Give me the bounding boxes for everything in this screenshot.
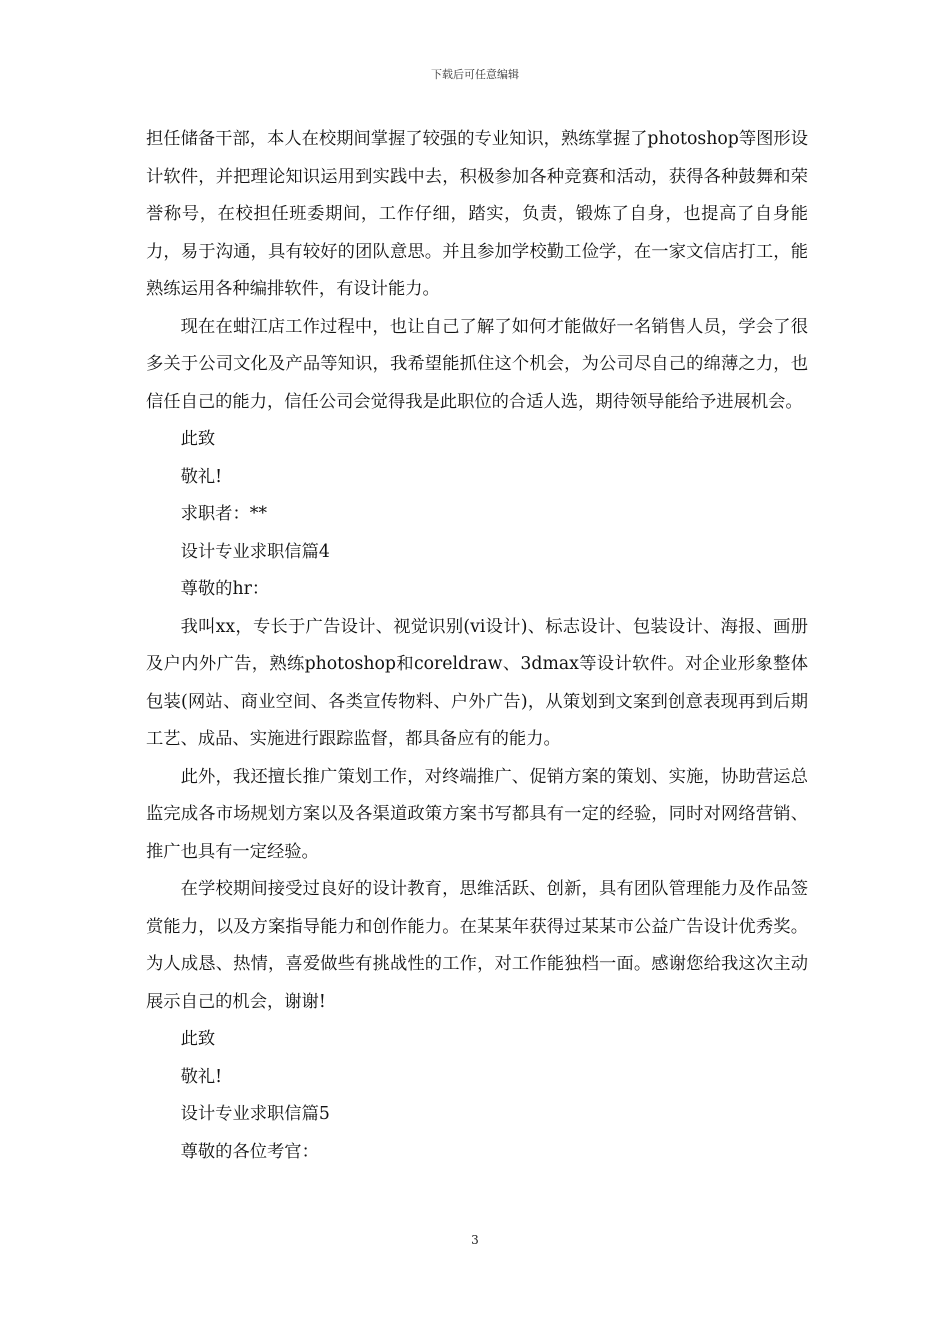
closing-regards: 敬礼! bbox=[180, 466, 223, 487]
paragraph-education: 在学校期间接受过良好的设计教育，思维活跃、创新，具有团队管理能力及作品签赏能力，以及方案指导能力和创作能力。在某某年获得过某某市公益广告设计优秀奖。为人成恳、热情，喜爱做些有挑战性的工作，对工作能独档一面。感谢您给我这次主动展示自己的机会，谢谢! bbox=[146, 879, 808, 1012]
paragraph-introduction: 我叫xx，专长于广告设计、视觉识别(vi设计)、标志设计、包装设计、海报、画册及户内外广告，熟练photoshop和coreldraw、3dmax等设计软件。对企业形象整体包装(网站、商业空间、各类宣传物料、户外广告)，从策划到文案到创意表现再到后期工艺、成品、实施进行跟踪监督，都具备应有的能力。 bbox=[146, 616, 808, 749]
page-header: 下载后可任意编辑 bbox=[431, 68, 519, 81]
closing-salutation: 此致 bbox=[180, 429, 216, 449]
closing-salutation-2: 此致 bbox=[180, 1029, 216, 1049]
signature-line: 求职者：** bbox=[180, 504, 268, 524]
paragraph-marketing: 此外，我还擅长推广策划工作，对终端推广、促销方案的策划、实施，协助营运总监完成各市场规划方案以及各渠道政策方案书写都具有一定的经验，同时对网络营销、推广也具有一定经验。 bbox=[146, 766, 808, 862]
paragraph-current-work: 现在在蚶江店工作过程中，也让自己了解了如何才能做好一名销售人员，学会了很多关于公司文化及产品等知识，我希望能抓住这个机会，为公司尽自己的绵薄之力，也信任自己的能力，信任公司会觉得我是此职位的合适人选，期待领导能给予进展机会。 bbox=[146, 316, 808, 412]
greeting-examiners: 尊敬的各位考官： bbox=[180, 1141, 319, 1162]
document-body bbox=[146, 121, 808, 1171]
section-heading-5: 设计专业求职信篇5 bbox=[180, 1104, 330, 1124]
greeting-hr: 尊敬的hr： bbox=[180, 579, 270, 599]
paragraph-continuation: 担任储备干部，本人在校期间掌握了较强的专业知识，熟练掌握了photoshop等图形设计软件，并把理论知识运用到实践中去，积极参加各种竞赛和活动，获得各种鼓舞和荣誉称号，在校担任班委期间，工作仔细，踏实，负责，锻炼了自身，也提高了自身能力，易于沟通，具有较好的团队意思。并且参加学校勤工俭学，在一家文信店打工，能熟练运用各种编排软件，有设计能力。 bbox=[146, 129, 808, 299]
closing-regards-2: 敬礼! bbox=[180, 1066, 223, 1087]
section-heading-4: 设计专业求职信篇4 bbox=[180, 541, 330, 562]
page-number: 3 bbox=[471, 1233, 479, 1247]
